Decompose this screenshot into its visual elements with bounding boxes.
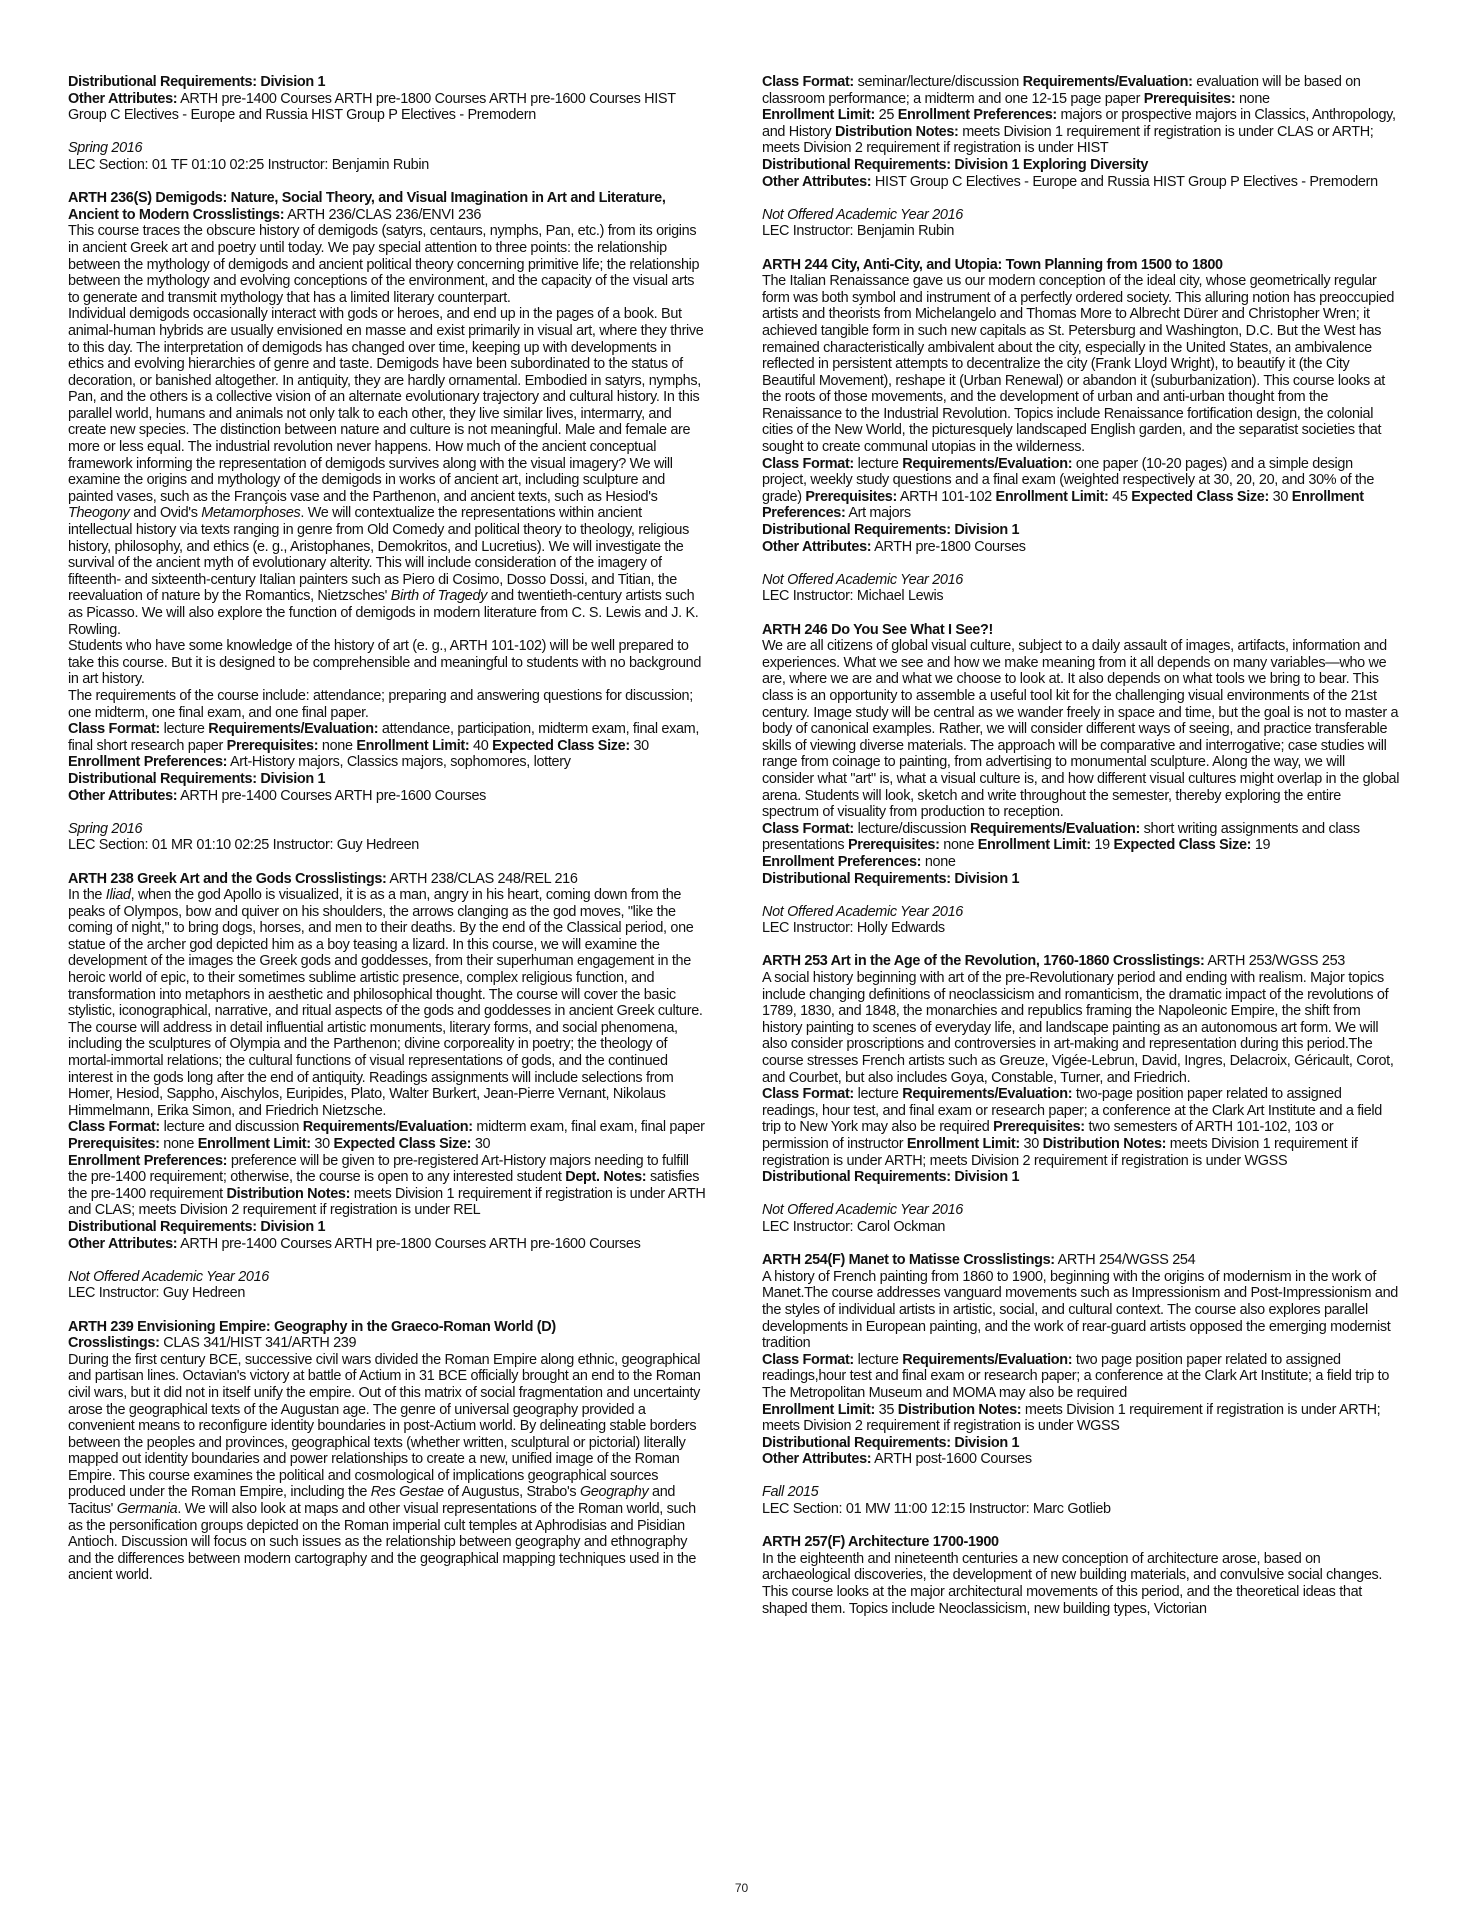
section-info — [762, 207, 1400, 240]
other-attributes: Other Attributes: ARTH pre-1400 Courses ARTH pre-1800 Courses ARTH pre-1600 Courses — [68, 1234, 641, 1252]
course-title: ARTH 238 Greek Art and the Gods Crosslistings: ARTH 238/CLAS 248/REL 216 — [68, 869, 578, 887]
course-description: In the eighteenth and nineteenth centuries a new conception of architecture arose, based on archaeological discoveries, the development of new building materials, and convulsive social changes. This course looks at the major architectural movements of this period, and the theoretical ideas that shaped them. Topics include Neoclassicism, new building types, Victorian — [762, 1549, 1383, 1617]
section-info — [762, 572, 1400, 605]
course-description: The Italian Renaissance gave us our modern conception of the ideal city, whose geometrically regular form was both symbol and instrument of a perfectly ordered society. This alluring notion has preoccupied artists and theorists from Michelangelo and Thomas More to Albrecht Dürer and Christopher Wren; it achieved tangible form in such new capitals as St. Petersburg and Washington, D.C. But the West has remained characteristically ambivalent about the city, especially in the United States, an ambivalence reflected in persistent attempts to decentralize the city (Frank Lloyd Wright), to beautify it (the City Beautiful Movement), reshape it (Urban Renewal) or abandon it (suburbanization). This course looks at the roots of those movements, and the development of urban and anti-urban thought from the Renaissance to the Industrial Revolution. Topics include Renaissance fortification design, the colonial cities of the New World, the picturesquely landscaped English garden, and the separatist societies that sought to create communal utopias in the wilderness. — [762, 272, 1395, 456]
term: Not Offered Academic Year 2016 — [762, 205, 963, 223]
section-info — [762, 904, 1400, 937]
section-line: LEC Instructor: Benjamin Rubin — [762, 222, 955, 240]
course-arth-239 — [68, 1319, 706, 1585]
section-line: LEC Instructor: Carol Ockman — [762, 1217, 946, 1235]
course-description: We are all citizens of global visual culture, subject to a daily assault of images, artifacts, information and experiences. What we see and how we make meaning from it all depends on many variables—who we are, where we are and what we choose to look at. It also depends on what tools we bring to bear. This class is an opportunity to assemble a useful tool kit for the challenging visual environments of the 21st century. Image study will be central as we wander freely in space and time, but the goal is not to master a body of canonical examples. Rather, we will consider different ways of seeing, and practice transferable skills of viewing diverse materials. The approach will be comparative and interrogative; case studies will range from coinage to painting, from advertising to monumental sculpture. Along the way, we will consider what "art" is, what a visual culture is, and how different visual cultures might overlap in the global arena. Students will look, sketch and write throughout the semester, thereby exploring the entire spectrum of visuality from production to reception. — [762, 637, 1400, 821]
distributional-requirements: Distributional Requirements: Division 1 — [762, 1168, 1020, 1186]
section-line: LEC Instructor: Guy Hedreen — [68, 1284, 246, 1302]
course-title: ARTH 244 City, Anti-City, and Utopia: Town Planning from 1500 to 1800 — [762, 255, 1223, 273]
section-info — [762, 1202, 1400, 1235]
course-description: The requirements of the course include: attendance; preparing and answering questions for discussion; one midterm, one final exam, and one final paper. — [68, 686, 693, 721]
other-attributes: Other Attributes: ARTH pre-1800 Courses — [762, 537, 1026, 555]
other-attributes: Other Attributes: HIST Group C Electives - Europe and Russia HIST Group P Electives - Premodern — [762, 172, 1378, 190]
other-attributes: Other Attributes: ARTH pre-1400 Courses ARTH pre-1600 Courses — [68, 786, 487, 804]
section-info — [68, 140, 706, 173]
section-info — [68, 1269, 706, 1302]
course-description: Individual demigods occasionally interact with gods or heroes, and end up in the pages of a book. But animal-human hybrids are usually envisioned en masse and exist primarily in visual art, where they thrive to this day. The interpretation of demigods has changed over time, keeping up with developments in ethics and evolving hierarchies of genre and taste. Demigods have been subordinated to the status of decoration, or banished altogether. In antiquity, they are hardly ornamental. Embodied in satyrs, nymphs, Pan, and the others is a collective vision of an alternate evolutionary trajectory and cultural history. In this parallel world, humans and animals not only talk to each other, they live similar lives, intermarry, and create new species. The distinction between nature and culture is not meaningful. Male and female are more or less equal. The industrial revolution never happens. How much of the ancient conceptual framework informing the representation of demigods survives along with the visual imagery? We will examine the origins and mythology of the demigods in works of ancient art, including sculpture and painted vases, such as the François vase and the Parthenon, and ancient texts, such as Hesiod's Theogony and Ovid's Metamorphoses. We will contextualize the representations within ancient intellectual history via texts ranging in genre from Old Comedy and political theory to theology, religious history, philosophy, and ethics (e. g., Aristophanes, Demokritos, and Lucretius). We will investigate the survival of the ancient myth of evolutionary alterity. This will include consideration of the imagery of fifteenth- and sixteenth-century Italian painters such as Piero di Cosimo, Dosso Dossi, and Titian, the reevaluation of nature by the Romantics, Nietzsches' Birth of Tragedy and twentieth-century artists such as Picasso. We will also explore the function of demigods in modern literature from C. S. Lewis and J. K. Rowling. — [68, 305, 704, 638]
section-info — [762, 1484, 1400, 1517]
course-details: Class Format: lecture/discussion Requirements/Evaluation: short writing assignments and class presentations Prerequisites: none Enrollment Limit: 19 Expected Class Size: 19 Enrollment Preferences: none — [762, 819, 1360, 870]
distributional-requirements: Distributional Requirements: Division 1 — [762, 521, 1020, 539]
course-title: ARTH 239 Envisioning Empire: Geography in the Graeco-Roman World (D) — [68, 1317, 556, 1335]
term: Fall 2015 — [762, 1483, 819, 1501]
term: Spring 2016 — [68, 819, 143, 837]
course-description: A history of French painting from 1860 to 1900, beginning with the origins of modernism in the work of Manet.The course addresses vanguard movements such as Impressionism and Post-Impressionism and the styles of individual artists in artistic, social, and cultural context. The course also explores parallel developments in European painting, and the work of rear-guard artists opposed the emerging modernist tradition — [762, 1267, 1398, 1352]
course-arth-244 — [762, 257, 1400, 556]
course-description: During the first century BCE, successive civil wars divided the Roman Empire along ethnic, geographical and partisan lines. Octavian's victory at battle of Actium in 31 BCE officially brought an end to the Roman civil wars, but it did not in itself unify the empire. Out of this matrix of social fragmentation and uncertainty arose the geographical texts of the Augustan age. The genre of universal geography provided a convenient means to reconfigure identity boundaries in post-Actium world. By delineating stable borders between the peoples and provinces, geographical texts (whether written, sculptural or pictorial) literally mapped out identity boundaries and power relationships to create a new, unified image of the Roman Empire. This course examines the political and cosmological of implications geographical sources produced under the Roman Empire, including the Res Gestae of Augustus, Strabo's Geography and Tacitus' Germania. We will also look at maps and other visual representations of the Roman world, such as the personification groups depicted on the Roman imperial cult temples at Aphrodisias and Pisidian Antioch. Discussion will focus on such issues as the relationship between geography and ethnography and the differences between modern cartography and the geographical mapping techniques used in the ancient world. — [68, 1350, 701, 1584]
other-attributes: Other Attributes: ARTH pre-1400 Courses ARTH pre-1800 Courses ARTH pre-1600 Courses HIST Group C Electives - Europe and Russia HIST Group P Electives - Premodern — [68, 89, 676, 124]
term: Not Offered Academic Year 2016 — [68, 1267, 269, 1285]
course-arth-236 — [68, 190, 706, 804]
course-description: Students who have some knowledge of the history of art (e. g., ARTH 101-102) will be well prepared to take this course. But it is designed to be comprehensible and meaningful to students with no background in art history. — [68, 637, 702, 688]
other-attributes: Other Attributes: ARTH post-1600 Courses — [762, 1450, 1032, 1468]
term: Not Offered Academic Year 2016 — [762, 902, 963, 920]
section-line: LEC Section: 01 TF 01:10 02:25 Instructor: Benjamin Rubin — [68, 155, 429, 173]
course-arth-254 — [762, 1252, 1400, 1468]
term: Spring 2016 — [68, 139, 143, 157]
distributional-requirements: Distributional Requirements: Division 1 — [68, 769, 326, 787]
page-number: 70 — [734, 1881, 749, 1895]
course-title: ARTH 246 Do You See What I See?! — [762, 620, 993, 638]
course-title: ARTH 254(F) Manet to Matisse Crosslistings: ARTH 254/WGSS 254 — [762, 1251, 1196, 1269]
distributional-requirements: Distributional Requirements: Division 1 Exploring Diversity — [762, 155, 1149, 173]
continued-course-tail — [68, 74, 706, 124]
course-title: ARTH 257(F) Architecture 1700-1900 — [762, 1533, 999, 1551]
distributional-requirements: Distributional Requirements: Division 1 — [68, 73, 326, 90]
course-details: Class Format: lecture Requirements/Evaluation: one paper (10-20 pages) and a simple design project, weekly study questions and a final exam (weighted respectively at 30, 20, 20, and 30% of the grade) Prerequisites: ARTH 101-102 Enrollment Limit: 45 Expected Class Size: 30 Enrollment Preferences: Art majors — [762, 454, 1375, 522]
course-details: Class Format: lecture and discussion Requirements/Evaluation: midterm exam, final exam, final paper Prerequisites: none Enrollment Limit: 30 Expected Class Size: 30 Enrollment Preferences: preference will be given to pre-registered Art-History majors needing to fulfill the pre-1400 requirement; otherwise, the course is open to any interested student Dept. Notes: satisfies the pre-1400 requirement Distribution Notes: meets Division 1 requirement if registration is under ARTH and CLAS; meets Division 2 requirement if registration is under REL — [68, 1118, 706, 1219]
course-details: Class Format: lecture Requirements/Evaluation: attendance, participation, midterm exam, final exam, final short research paper Prerequisites: none Enrollment Limit: 40 Expected Class Size: 30 Enrollment Preferences: Art-History majors, Classics majors, sophomores, lottery — [68, 720, 700, 771]
course-details: Class Format: seminar/lecture/discussion Requirements/Evaluation: evaluation will be based on classroom performance; a midterm and one 12-15 page paper Prerequisites: none Enrollment Limit: 25 Enrollment Preferences: majors or prospective majors in Classics, Anthropology, and History Distribution Notes: meets Division 1 requirement if registration is under CLAS or ARTH; meets Division 2 requirement if registration is under HIST — [762, 73, 1396, 157]
course-arth-238 — [68, 871, 706, 1253]
course-description: A social history beginning with art of the pre-Revolutionary period and ending with realism. Major topics include changing definitions of neoclassicism and romanticism, the dramatic impact of the revolutions of 1789, 1830, and 1848, the monarchies and republics framing the Napoleonic Empire, the shift from history painting to scenes of everyday life, and landscape painting as an autonomous art form. We will also consider proscriptions and controversies in art-making and representation during this period.The course stresses French artists such as Greuze, Vigée-Lebrun, David, Ingres, Delacroix, Géricault, Corot, and Courbet, but also includes Goya, Constable, Turner, and Friedrich. — [762, 969, 1394, 1086]
course-description: This course traces the obscure history of demigods (satyrs, centaurs, nymphs, Pan, etc.) from its origins in ancient Greek art and poetry until today. We pay special attention to three points: the relationship between the mythology of demigods and ancient political theory concerning primitive life; the relationship between the mythology and evolving conceptions of the environment, and the capacity of the visual arts to generate and transmit mythology that has a limited literary counterpart. — [68, 222, 700, 306]
course-title: ARTH 236(S) Demigods: Nature, Social Theory, and Visual Imagination in Art and Literature, Ancient to Modern Crosslistings: ARTH 236/CLAS 236/ENVI 236 — [68, 189, 666, 223]
section-line: LEC Instructor: Holly Edwards — [762, 919, 945, 937]
course-details: Class Format: lecture Requirements/Evaluation: two-page position paper related to assigned readings, hour test, and final exam or research paper; a conference at the Clark Art Institute and a field trip to New York may also be required Prerequisites: two semesters of ARTH 101-102, 103 or permission of instructor Enrollment Limit: 30 Distribution Notes: meets Division 1 requirement if registration is under ARTH; meets Division 2 requirement if registration is under WGSS — [762, 1085, 1383, 1169]
left-column — [68, 74, 706, 1584]
distributional-requirements: Distributional Requirements: Division 1 — [762, 1433, 1020, 1451]
distributional-requirements: Distributional Requirements: Division 1 — [68, 1217, 326, 1235]
course-arth-257 — [762, 1534, 1400, 1617]
right-column — [762, 74, 1400, 1617]
term: Not Offered Academic Year 2016 — [762, 570, 963, 588]
section-info — [68, 821, 706, 854]
crosslistings: Crosslistings: CLAS 341/HIST 341/ARTH 239 — [68, 1334, 357, 1352]
course-arth-246 — [762, 622, 1400, 888]
distributional-requirements: Distributional Requirements: Division 1 — [762, 869, 1020, 887]
course-arth-253 — [762, 953, 1400, 1185]
course-details: Class Format: lecture Requirements/Evaluation: two page position paper related to assigned readings,hour test and final exam or research paper; a conference at the Clark Art Institute; a field trip to The Metropolitan Museum and MOMA may also be required Enrollment Limit: 35 Distribution Notes: meets Division 1 requirement if registration is under ARTH; meets Division 2 requirement if registration is under WGSS — [762, 1350, 1390, 1435]
section-line: LEC Instructor: Michael Lewis — [762, 587, 944, 605]
section-line: LEC Section: 01 MR 01:10 02:25 Instructor: Guy Hedreen — [68, 836, 419, 854]
term: Not Offered Academic Year 2016 — [762, 1201, 963, 1219]
course-title: ARTH 253 Art in the Age of the Revolution, 1760-1860 Crosslistings: ARTH 253/WGSS 253 — [762, 952, 1345, 970]
section-line: LEC Section: 01 MW 11:00 12:15 Instructor: Marc Gotlieb — [762, 1500, 1111, 1518]
course-arth-239-continued — [762, 74, 1400, 190]
course-description: In the Iliad, when the god Apollo is visualized, it is as a man, angry in his heart, coming down from the peaks of Olympos, bow and quiver on his shoulders, the arrows clanging as the god moves, "like the coming of night," to bring dogs, horses, and men to their deaths. By the end of the Classical period, one statue of the archer god depicted him as a boy teasing a lizard. In this course, we will examine the development of the images the Greek gods and goddesses, from their superhuman engagement in the heroic world of epic, to their sometimes sublime artistic presence, complex religious function, and transformation into metaphors in aesthetic and philosophical thought. The course will cover the basic stylistic, iconographical, narrative, and ritual aspects of the gods and goddesses in ancient Greek culture. The course will address in detail influential artistic monuments, literary forms, and social phenomena, including the sculptures of Olympia and the Parthenon; divine corporeality in poetry; the theology of mortal-immortal relations; the cultural functions of visual representations of gods, and the continued interest in the gods long after the end of antiquity. Readings assignments will include selections from Homer, Hesiod, Sappho, Aischylos, Euripides, Plato, Walter Burkert, Jean-Pierre Vernant, Nikolaus Himmelmann, Erika Simon, and Friedrich Nietzsche. — [68, 886, 703, 1119]
